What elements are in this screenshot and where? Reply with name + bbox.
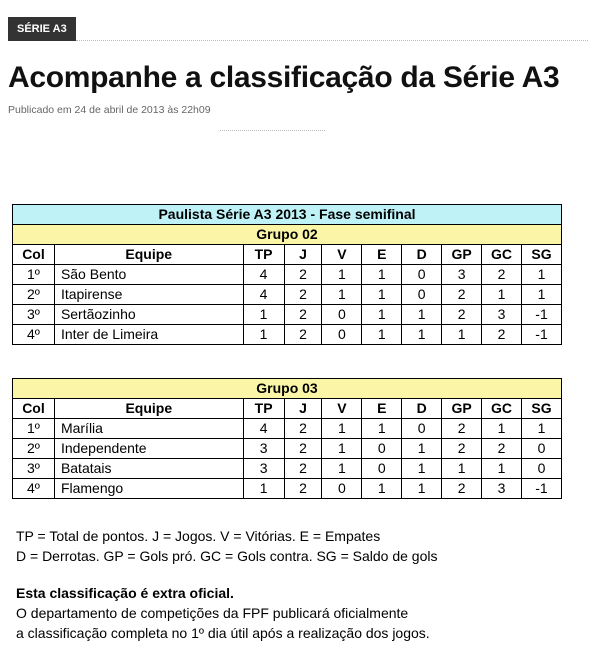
column-header: TP	[243, 399, 284, 419]
cell-gp: 3	[442, 265, 482, 285]
cell-team: Batatais	[54, 459, 243, 479]
table-row	[13, 325, 562, 345]
column-header: Equipe	[54, 399, 243, 419]
table-row	[13, 459, 562, 479]
cell-v: 1	[322, 419, 362, 439]
cell-e: 1	[362, 325, 402, 345]
cell-team: Marília	[54, 419, 243, 439]
table-row	[13, 479, 562, 499]
column-header: Col	[13, 245, 55, 265]
standings-table-group-02	[12, 204, 562, 345]
group-title-row	[13, 379, 562, 399]
cell-team: São Bento	[54, 265, 243, 285]
cell-v: 1	[322, 439, 362, 459]
cell-gc: 1	[482, 419, 522, 439]
cell-j: 2	[284, 419, 322, 439]
cell-sg: 1	[522, 265, 562, 285]
column-header: Equipe	[54, 245, 243, 265]
cell-v: 1	[322, 459, 362, 479]
cell-sg: 0	[522, 459, 562, 479]
cell-e: 1	[362, 305, 402, 325]
cell-position: 2º	[13, 285, 55, 305]
cell-v: 0	[322, 479, 362, 499]
cell-team: Inter de Limeira	[54, 325, 243, 345]
standings-table-group-03	[12, 378, 562, 499]
cell-v: 1	[322, 265, 362, 285]
note-line: a classificação completa no 1º dia útil após a realização dos jogos.	[16, 625, 430, 641]
cell-gc: 3	[482, 305, 522, 325]
cell-sg: 0	[522, 439, 562, 459]
note-text	[16, 603, 430, 643]
column-header: GP	[442, 245, 482, 265]
cell-gp: 2	[442, 305, 482, 325]
column-header: J	[284, 399, 322, 419]
cell-sg: -1	[522, 305, 562, 325]
cell-e: 1	[362, 285, 402, 305]
header-row	[13, 399, 562, 419]
divider	[76, 40, 588, 41]
column-header: SG	[522, 245, 562, 265]
legend-line: TP = Total de pontos. J = Jogos. V = Vitórias. E = Empates	[16, 528, 381, 544]
cell-team: Itapirense	[54, 285, 243, 305]
cell-position: 3º	[13, 305, 55, 325]
group-title: Grupo 03	[13, 379, 562, 399]
column-header: SG	[522, 399, 562, 419]
table-caption: Paulista Série A3 2013 - Fase semifinal	[13, 205, 562, 225]
table-caption-row	[13, 205, 562, 225]
publish-date: Publicado em 24 de abril de 2013 às 22h09	[8, 104, 211, 116]
cell-tp: 4	[243, 419, 284, 439]
cell-gc: 1	[482, 459, 522, 479]
cell-tp: 1	[243, 325, 284, 345]
divider	[220, 130, 325, 131]
cell-position: 1º	[13, 265, 55, 285]
cell-tp: 1	[243, 479, 284, 499]
cell-v: 0	[322, 305, 362, 325]
cell-sg: -1	[522, 479, 562, 499]
note-title: Esta classificação é extra oficial.	[16, 585, 234, 601]
cell-position: 4º	[13, 479, 55, 499]
cell-gc: 1	[482, 285, 522, 305]
column-header: E	[362, 245, 402, 265]
page-title: Acompanhe a classificação da Série A3	[8, 61, 560, 94]
legend	[16, 526, 438, 566]
cell-e: 0	[362, 459, 402, 479]
header-row	[13, 245, 562, 265]
cell-team: Flamengo	[54, 479, 243, 499]
table-row	[13, 439, 562, 459]
column-header: Col	[13, 399, 55, 419]
cell-team: Independente	[54, 439, 243, 459]
cell-j: 2	[284, 459, 322, 479]
cell-gp: 1	[442, 325, 482, 345]
cell-d: 1	[402, 459, 442, 479]
table-row	[13, 285, 562, 305]
column-header: V	[322, 245, 362, 265]
cell-e: 1	[362, 479, 402, 499]
column-header: D	[402, 399, 442, 419]
cell-tp: 3	[243, 459, 284, 479]
cell-sg: -1	[522, 325, 562, 345]
table-row	[13, 419, 562, 439]
cell-gc: 2	[482, 325, 522, 345]
cell-j: 2	[284, 285, 322, 305]
table-row	[13, 305, 562, 325]
cell-gp: 2	[442, 479, 482, 499]
group-title-row	[13, 225, 562, 245]
cell-position: 4º	[13, 325, 55, 345]
column-header: V	[322, 399, 362, 419]
cell-j: 2	[284, 439, 322, 459]
column-header: E	[362, 399, 402, 419]
cell-j: 2	[284, 479, 322, 499]
cell-gp: 2	[442, 419, 482, 439]
cell-d: 1	[402, 305, 442, 325]
cell-position: 3º	[13, 459, 55, 479]
cell-gc: 2	[482, 439, 522, 459]
cell-d: 1	[402, 439, 442, 459]
column-header: TP	[243, 245, 284, 265]
cell-gc: 3	[482, 479, 522, 499]
cell-e: 1	[362, 419, 402, 439]
note-line: O departamento de competições da FPF publicará oficialmente	[16, 605, 409, 621]
table-row	[13, 265, 562, 285]
group-title: Grupo 02	[13, 225, 562, 245]
cell-sg: 1	[522, 285, 562, 305]
column-header: GC	[482, 245, 522, 265]
cell-team: Sertãozinho	[54, 305, 243, 325]
cell-d: 0	[402, 419, 442, 439]
cell-tp: 4	[243, 285, 284, 305]
column-header: J	[284, 245, 322, 265]
cell-v: 0	[322, 325, 362, 345]
column-header: D	[402, 245, 442, 265]
cell-gp: 2	[442, 439, 482, 459]
cell-d: 1	[402, 479, 442, 499]
cell-sg: 1	[522, 419, 562, 439]
cell-d: 0	[402, 285, 442, 305]
cell-v: 1	[322, 285, 362, 305]
column-header: GP	[442, 399, 482, 419]
column-header: GC	[482, 399, 522, 419]
cell-d: 0	[402, 265, 442, 285]
cell-tp: 1	[243, 305, 284, 325]
category-tag[interactable]: SÉRIE A3	[8, 17, 76, 41]
cell-e: 0	[362, 439, 402, 459]
cell-position: 2º	[13, 439, 55, 459]
cell-tp: 3	[243, 439, 284, 459]
cell-position: 1º	[13, 419, 55, 439]
cell-e: 1	[362, 265, 402, 285]
legend-line: D = Derrotas. GP = Gols pró. GC = Gols contra. SG = Saldo de gols	[16, 548, 438, 564]
cell-gp: 1	[442, 459, 482, 479]
cell-gp: 2	[442, 285, 482, 305]
cell-j: 2	[284, 305, 322, 325]
cell-tp: 4	[243, 265, 284, 285]
cell-j: 2	[284, 325, 322, 345]
cell-d: 1	[402, 325, 442, 345]
cell-j: 2	[284, 265, 322, 285]
cell-gc: 2	[482, 265, 522, 285]
